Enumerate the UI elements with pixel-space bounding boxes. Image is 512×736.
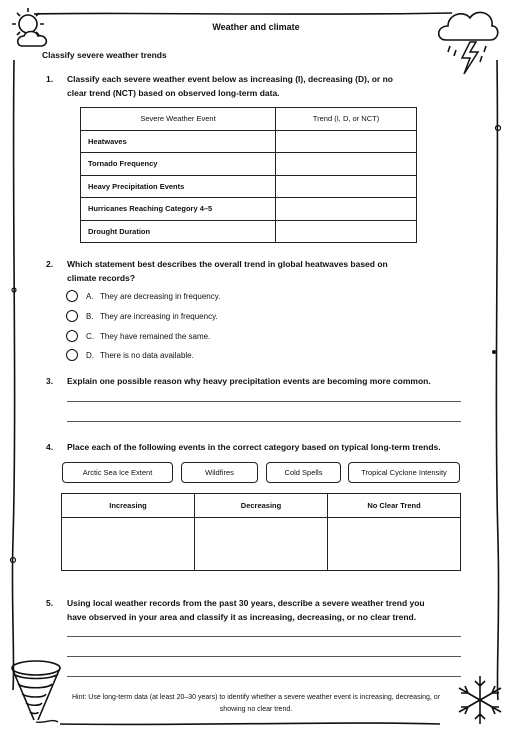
option-letter: B. xyxy=(86,311,94,321)
column-increasing: Increasing xyxy=(62,494,195,518)
trend-input-cell[interactable] xyxy=(276,220,417,243)
q5-number: 5. xyxy=(46,598,54,608)
drop-zone-decreasing[interactable] xyxy=(195,518,328,571)
trend-input-cell[interactable] xyxy=(276,175,417,198)
radio-circle-icon[interactable] xyxy=(66,310,78,322)
q1-text: Classify each severe weather event below as increasing (I), decreasing (D), or no clear trend (NCT) based on observed long-term data. xyxy=(67,74,393,98)
table-row xyxy=(81,153,417,176)
trend-table xyxy=(80,107,417,243)
page-subtitle: Classify severe weather trends xyxy=(42,50,167,60)
hint-text: Hint: Use long-term data (at least 20–30 years) to identify whether a severe weather event is increasing, decreasing, or showing no clear trend. xyxy=(71,694,441,713)
option-letter: C. xyxy=(86,331,94,341)
chip-arctic-sea-ice[interactable]: Arctic Sea Ice Extent xyxy=(62,462,173,483)
chip-tropical-cyclone[interactable]: Tropical Cyclone Intensity xyxy=(348,462,460,483)
table-header: Trend (I, D, or NCT) xyxy=(276,108,417,131)
page-title: Weather and climate xyxy=(212,22,300,32)
table-row xyxy=(81,198,417,221)
column-decreasing: Decreasing xyxy=(195,494,328,518)
chip-cold-spells[interactable]: Cold Spells xyxy=(266,462,341,483)
trend-input-cell[interactable] xyxy=(276,130,417,153)
answer-line[interactable] xyxy=(67,636,461,637)
q2-number: 2. xyxy=(46,259,54,269)
tornado-icon xyxy=(6,656,66,732)
answer-line[interactable] xyxy=(67,401,461,402)
event-cell: Heavy Precipitation Events xyxy=(81,175,276,198)
q4-number: 4. xyxy=(46,442,54,452)
event-cell: Tornado Frequency xyxy=(81,153,276,176)
option-text: There is no data available. xyxy=(100,350,194,360)
option-b[interactable] xyxy=(66,310,218,322)
q3-number: 3. xyxy=(46,376,54,386)
q1-number: 1. xyxy=(46,74,54,84)
option-text: They are decreasing in frequency. xyxy=(100,291,221,301)
option-c[interactable] xyxy=(66,330,210,342)
trend-input-cell[interactable] xyxy=(276,198,417,221)
table-row xyxy=(81,130,417,153)
radio-circle-icon[interactable] xyxy=(66,330,78,342)
drop-zone-increasing[interactable] xyxy=(62,518,195,571)
answer-line[interactable] xyxy=(67,656,461,657)
storm-cloud-icon xyxy=(436,4,500,76)
radio-circle-icon[interactable] xyxy=(66,290,78,302)
event-cell: Heatwaves xyxy=(81,130,276,153)
trend-input-cell[interactable] xyxy=(276,153,417,176)
table-row xyxy=(81,175,417,198)
q4-text: Place each of the following events in the correct category based on typical long-term trends. xyxy=(67,442,441,452)
q5-text: Using local weather records from the past 30 years, describe a severe weather trend you have observed in your area and classify it as increasing, decreasing, or no clear trend. xyxy=(67,598,425,622)
event-cell: Drought Duration xyxy=(81,220,276,243)
table-row xyxy=(81,220,417,243)
option-text: They have remained the same. xyxy=(100,331,211,341)
column-no-clear-trend: No Clear Trend xyxy=(328,494,461,518)
event-cell: Hurricanes Reaching Category 4–5 xyxy=(81,198,276,221)
q3-text: Explain one possible reason why heavy precipitation events are becoming more common. xyxy=(67,376,431,386)
option-d[interactable] xyxy=(66,349,194,361)
option-text: They are increasing in frequency. xyxy=(100,311,218,321)
answer-line[interactable] xyxy=(67,676,461,677)
option-letter: D. xyxy=(86,350,94,360)
category-table xyxy=(61,493,461,571)
drop-zone-no-clear-trend[interactable] xyxy=(328,518,461,571)
chip-wildfires[interactable]: Wildfires xyxy=(181,462,258,483)
snowflake-icon xyxy=(452,672,508,728)
option-a[interactable] xyxy=(66,290,220,302)
table-header: Severe Weather Event xyxy=(81,108,276,131)
q2-text: Which statement best describes the overall trend in global heatwaves based on climate records? xyxy=(67,259,388,283)
radio-circle-icon[interactable] xyxy=(66,349,78,361)
option-letter: A. xyxy=(86,291,94,301)
answer-line[interactable] xyxy=(67,421,461,422)
